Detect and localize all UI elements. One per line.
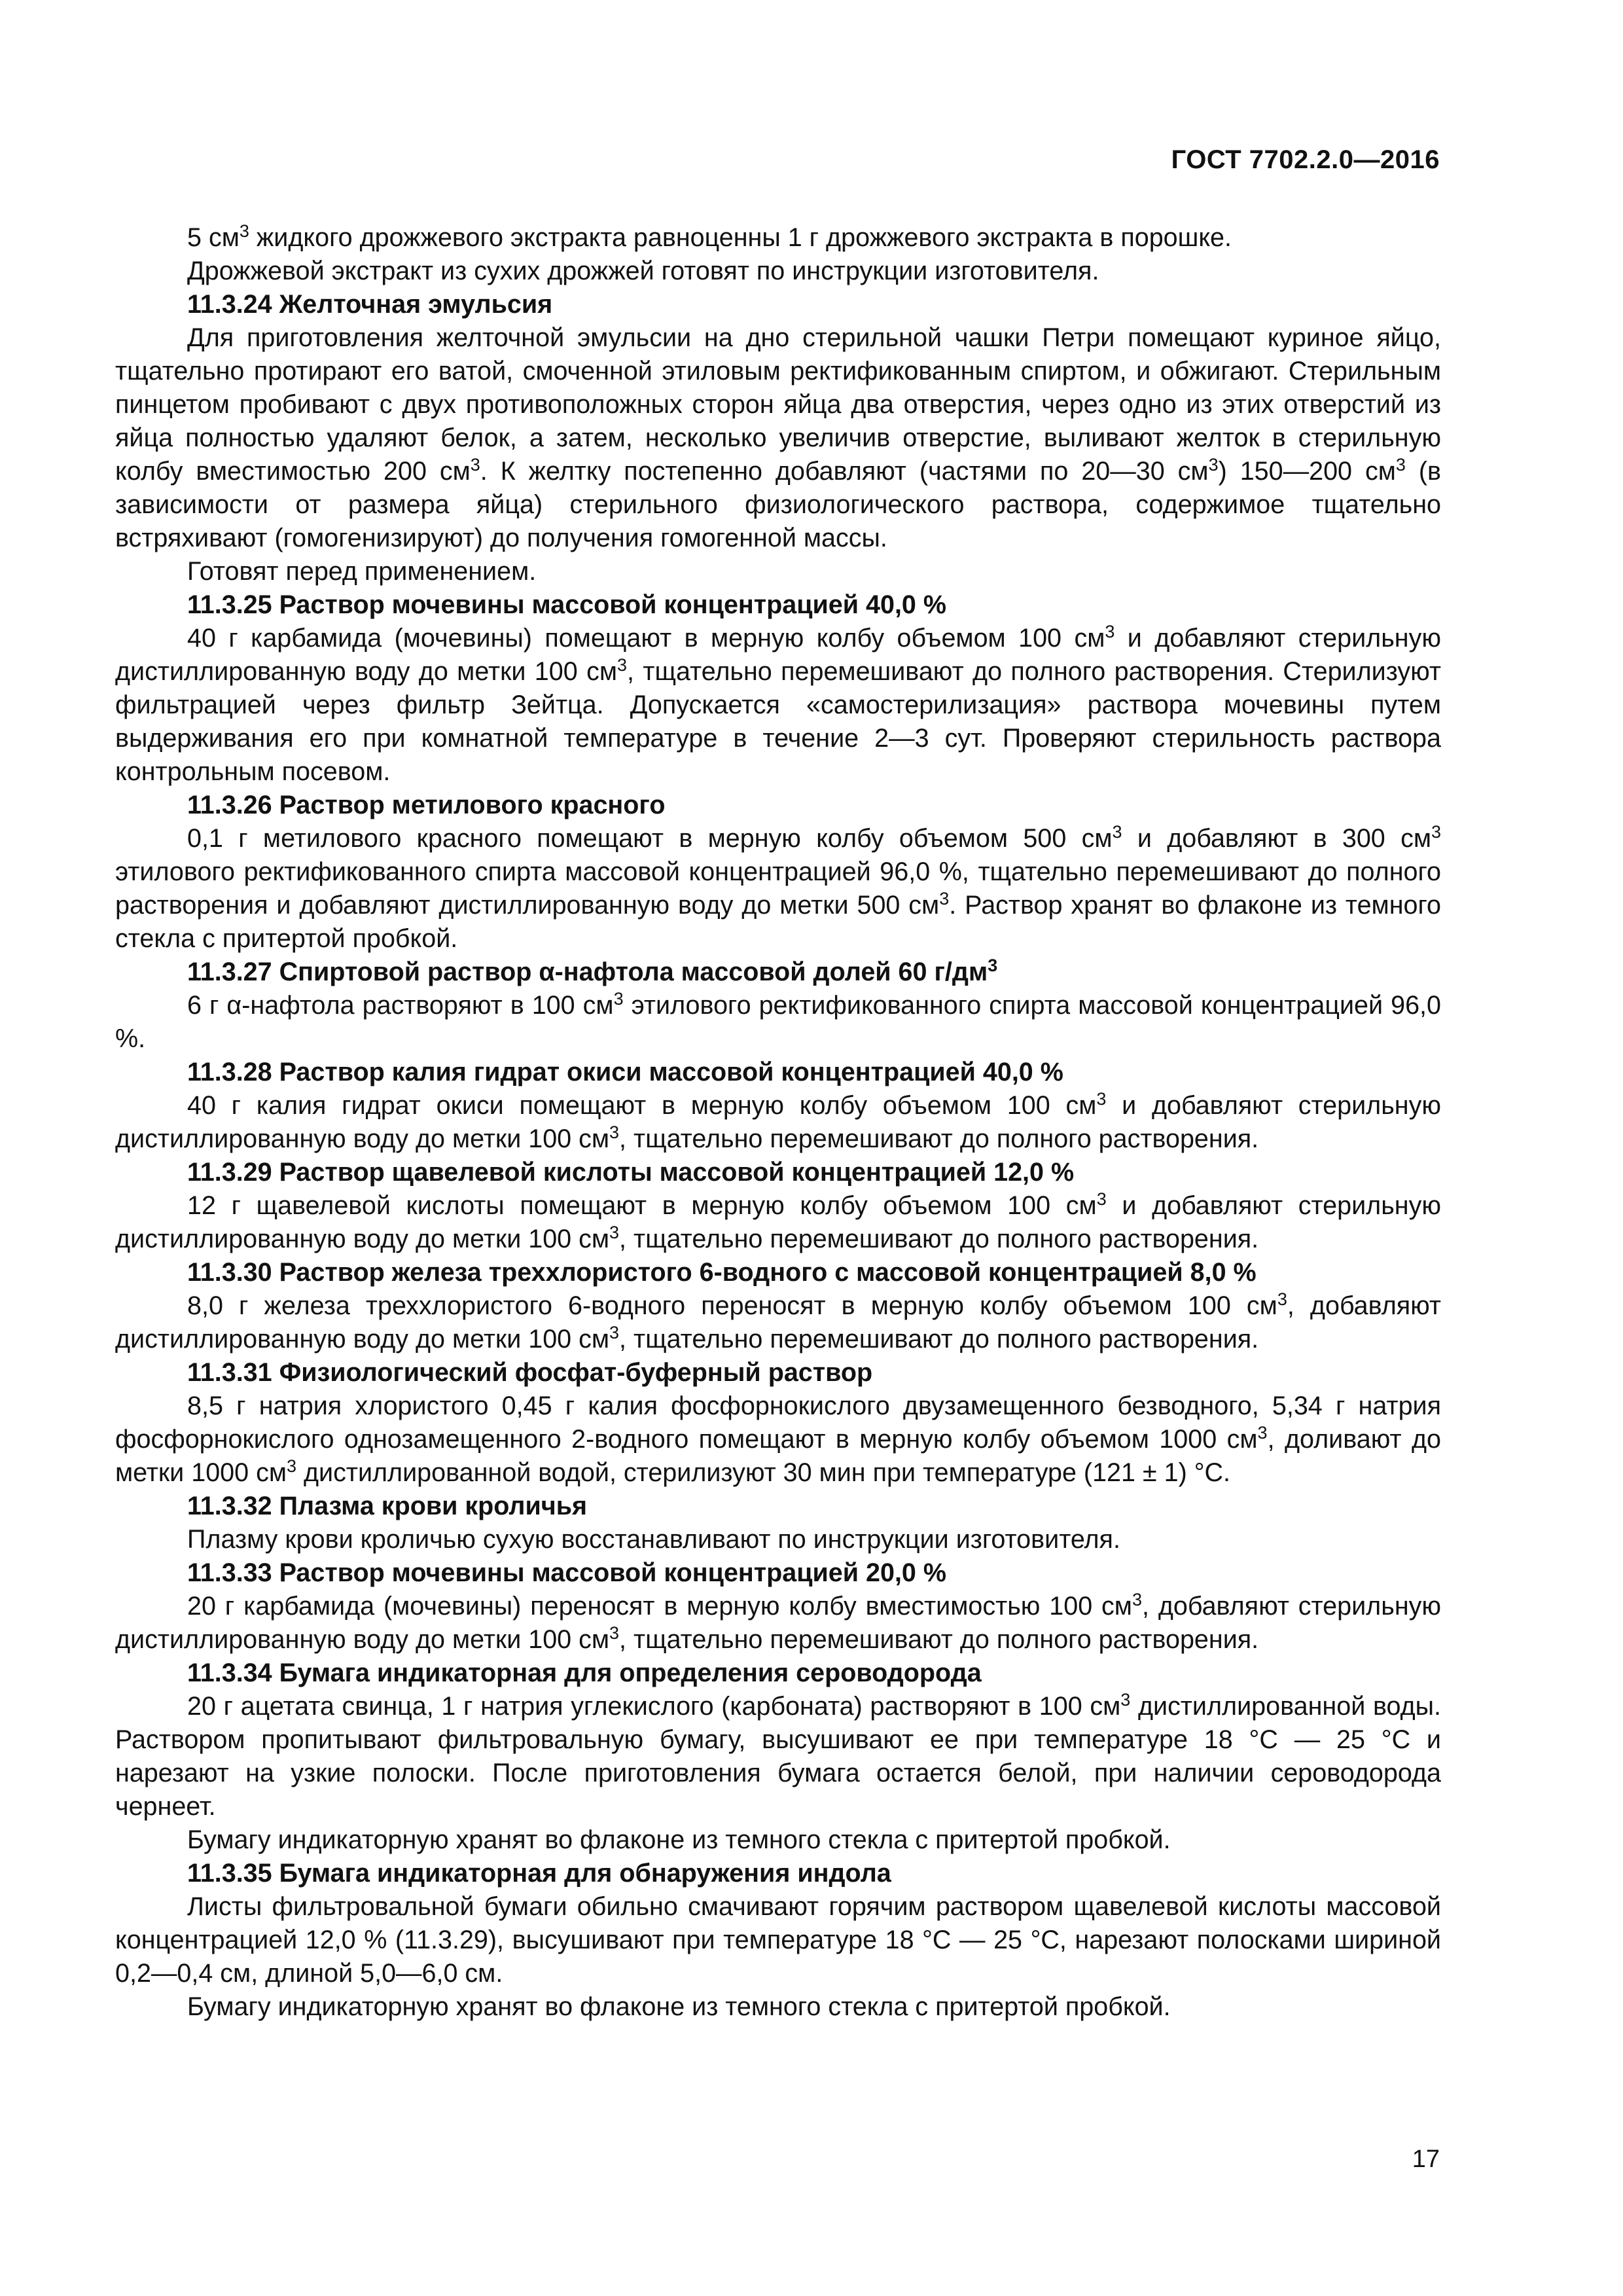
section-heading [115,956,1441,989]
text-run: этилового ректификованного спирта массовой концентрацией 96,0 %. [115,991,1441,1053]
body-paragraph [115,321,1441,555]
text-run: , добавляют стерильную дистиллированную воду до метки 100 см [115,1592,1442,1654]
section-heading [115,1490,1441,1523]
superscript: 3 [239,221,249,241]
text-run: , тщательно перемешивают до полного растворения. [619,1225,1259,1253]
superscript: 3 [1208,454,1219,475]
document-body [115,221,1441,2024]
superscript: 3 [616,655,628,675]
section-heading [115,1857,1441,1890]
text-run: , добавляют дистиллированную воду до метки 100 см [115,1291,1441,1354]
text-run: 11.3.29 Раствор щавелевой кислоты массовой концентрацией 12,0 % [187,1158,1075,1187]
superscript: 3 [470,454,480,475]
text-run: 11.3.26 Раствор метилового красного [187,791,666,819]
text-run: , тщательно перемешивают до полного растворения. [619,1124,1259,1153]
text-run: 6 г α-нафтола растворяют в 100 см [187,991,614,1020]
text-run: 0,1 г метилового красного помещают в мерную колбу объемом 500 см [187,824,1113,853]
text-run: ) 150—200 см [1218,457,1396,486]
text-run: дистиллированной воды. Раствором пропитывают фильтровальную бумагу, высушивают ее при температуре 18 °С — 25 °С и нарезают на узкие полоски. После приготовления бумага остается белой, при наличии сероводорода чернеет. [115,1692,1441,1821]
text-run: и добавляют стерильную дистиллированную воду до метки 100 см [115,1191,1441,1253]
superscript: 3 [1395,454,1406,475]
text-run: 8,0 г железа треххлористого 6-водного переносят в мерную колбу объемом 100 см [187,1291,1277,1320]
body-paragraph [115,255,1441,288]
section-heading [115,1356,1441,1390]
text-run: 11.3.28 Раствор калия гидрат окиси массовой концентрацией 40,0 % [187,1058,1063,1086]
body-paragraph [115,1289,1441,1356]
superscript: 3 [1112,821,1122,842]
text-run: Плазму крови кроличью сухую восстанавливают по инструкции изготовителя. [187,1525,1120,1554]
text-run: 40 г калия гидрат окиси помещают в мерную колбу объемом 100 см [187,1091,1097,1120]
text-run: , тщательно перемешивают до полного растворения. Стерилизуют фильтрацией через фильтр Зейтца. Допускается «самостерилизация» раствора мочевины путем выдерживания его при комнатной температуре в течение 2—3 сут. Проверяют стерильность раствора контрольным посевом. [115,657,1441,786]
body-paragraph [115,1189,1441,1256]
text-run: , тщательно перемешивают до полного растворения. [619,1325,1259,1354]
superscript: 3 [1096,1088,1107,1109]
page-number: 17 [1412,2145,1440,2173]
text-run: Бумагу индикаторную хранят во флаконе из темного стекла с притертой пробкой. [187,1992,1171,2021]
text-run: и добавляют стерильную дистиллированную воду до метки 100 см [115,1091,1441,1153]
text-run: . Раствор хранят во флаконе из темного стекла с притертой пробкой. [115,891,1441,953]
superscript: 3 [988,955,998,975]
text-run: 11.3.25 Раствор мочевины массовой концентрацией 40,0 % [187,590,946,619]
text-run: 12 г щавелевой кислоты помещают в мерную колбу объемом 100 см [187,1191,1097,1220]
section-heading [115,1056,1441,1089]
superscript: 3 [609,1623,620,1643]
text-run: 20 г карбамида (мочевины) переносят в мерную колбу вместимостью 100 см [187,1592,1132,1621]
superscript: 3 [609,1122,620,1142]
section-heading [115,288,1441,321]
body-paragraph [115,1823,1441,1857]
text-run: 20 г ацетата свинца, 1 г натрия углекислого (карбоната) растворяют в 100 см [187,1692,1121,1721]
text-run: Бумагу индикаторную хранят во флаконе из темного стекла с притертой пробкой. [187,1825,1171,1854]
text-run: жидкого дрожжевого экстракта равноценны 1 г дрожжевого экстракта в порошке. [249,223,1232,252]
superscript: 3 [1120,1689,1131,1710]
text-run: дистиллированной водой, стерилизуют 30 мин при температуре (121 ± 1) °С. [296,1458,1231,1487]
text-run: 8,5 г натрия хлористого 0,45 г калия фосфорнокислого двузамещенного безводного, 5,34 г натрия фосфорнокислого однозамещенного 2-водного помещают в мерную колбу объемом 1000 см [115,1391,1441,1454]
text-run: , тщательно перемешивают до полного растворения. [619,1625,1259,1654]
body-paragraph [115,555,1441,588]
body-paragraph [115,622,1441,789]
superscript: 3 [1257,1422,1268,1443]
section-heading [115,1156,1441,1189]
text-run: 11.3.27 Спиртовой раствор α-нафтола массовой долей 60 г/дм [187,958,988,986]
text-run: 11.3.34 Бумага индикаторная для определения сероводорода [187,1659,982,1687]
superscript: 3 [286,1456,297,1476]
section-heading [115,588,1441,622]
text-run: Листы фильтровальной бумаги обильно смачивают горячим раствором щавелевой кислоты массовой концентрацией 12,0 % (11.3.29), высушивают при температуре 18 °С — 25 °С, нарезают полосками шириной 0,2—0,4 см, длиной 5,0—6,0 см. [115,1892,1441,1988]
text-run: , доливают до метки 1000 см [115,1425,1441,1487]
text-run: 11.3.31 Физиологический фосфат-буферный раствор [187,1358,873,1387]
body-paragraph [115,1690,1441,1823]
section-heading [115,1256,1441,1289]
body-paragraph [115,822,1441,956]
section-heading [115,1657,1441,1690]
section-heading [115,1556,1441,1590]
text-run: 5 см [187,223,240,252]
body-paragraph [115,1390,1441,1490]
body-paragraph [115,1089,1441,1156]
superscript: 3 [1277,1289,1287,1309]
body-paragraph [115,221,1441,255]
superscript: 3 [1132,1589,1142,1609]
superscript: 3 [1105,621,1115,641]
text-run: Дрожжевой экстракт из сухих дрожжей готовят по инструкции изготовителя. [187,257,1099,285]
body-paragraph [115,1523,1441,1556]
text-run: 11.3.30 Раствор железа треххлористого 6-водного с массовой концентрацией 8,0 % [187,1258,1257,1287]
section-heading [115,789,1441,822]
text-run: и добавляют стерильную дистиллированную воду до метки 100 см [115,624,1441,686]
text-run: 11.3.35 Бумага индикаторная для обнаружения индола [187,1859,891,1888]
text-run: и добавляют в 300 см [1122,824,1431,853]
text-run: 40 г карбамида (мочевины) помещают в мерную колбу объемом 100 см [187,624,1105,653]
body-paragraph [115,989,1441,1056]
text-run: Для приготовления желточной эмульсии на дно стерильной чашки Петри помещают куриное яйцо, тщательно протирают его ватой, смоченной этиловым ректификованным спиртом, и обжигают. Стерильным пинцетом пробивают с двух противоположных сторон яйца два отверстия, через одно из этих отверстий из яйца полностью удаляют белок, а затем, несколько увеличив отверстие, выливают желток в стерильную колбу вместимостью 200 см [115,323,1441,486]
text-run: . К желтку постепенно добавляют (частями по 20—30 см [480,457,1209,486]
superscript: 3 [1096,1189,1107,1209]
superscript: 3 [609,1322,620,1342]
standard-code-header: ГОСТ 7702.2.0—2016 [1171,145,1440,174]
body-paragraph [115,1890,1441,1990]
text-run: Готовят перед применением. [187,557,537,586]
superscript: 3 [1431,821,1442,842]
text-run: 11.3.24 Желточная эмульсия [187,290,553,319]
superscript: 3 [609,1222,620,1242]
text-run: (в зависимости от размера яйца) стерильного физиологического раствора, содержимое тщательно встряхивают (гомогенизируют) до получения гомогенной массы. [115,457,1441,552]
superscript: 3 [613,988,624,1009]
text-run: этилового ректификованного спирта массовой концентрацией 96,0 %, тщательно перемешивают до полного растворения и добавляют дистиллированную воду до метки 500 см [115,857,1441,920]
body-paragraph [115,1590,1441,1657]
text-run: 11.3.33 Раствор мочевины массовой концентрацией 20,0 % [187,1558,946,1587]
superscript: 3 [939,888,950,908]
body-paragraph [115,1990,1441,2024]
text-run: 11.3.32 Плазма крови кроличья [187,1492,588,1520]
